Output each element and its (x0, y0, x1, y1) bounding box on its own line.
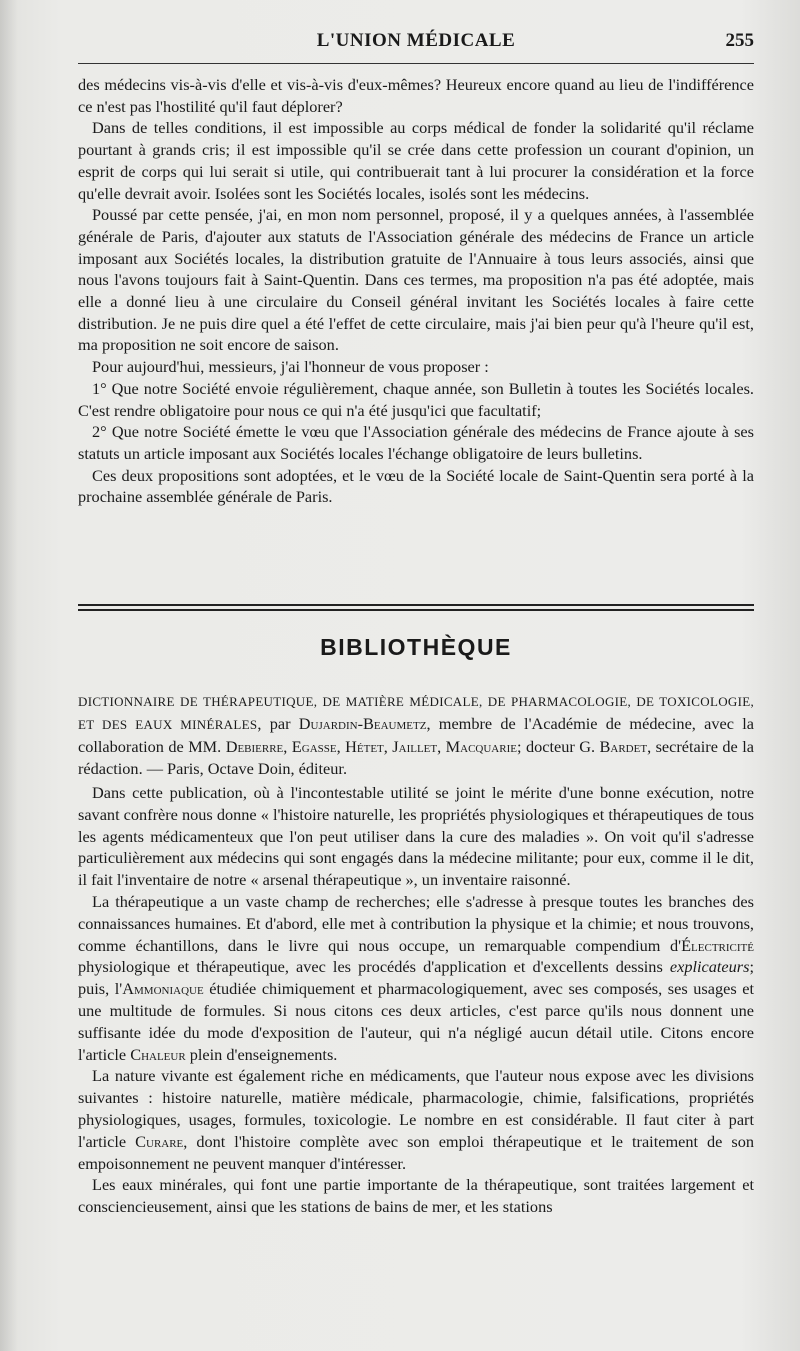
book-secretary: Bardet (599, 737, 648, 756)
paragraph: Dans de telles conditions, il est impossible au corps médical de fonder la solidarité qu'il réclame pourtant à grands cris; il est impossible qu'il se crée dans cette profession un courant d'opinion, un esprit de corps qui lui serait si utile, qui contribuerait tant à lui procurer la considération et la force qu'elle devrait avoir. Isolées sont les Sociétés locales, isolés sont les médecins. (78, 118, 754, 203)
article-name: Ammoniaque (122, 979, 204, 999)
header-rule (78, 63, 754, 64)
emphasis: explicateurs (669, 957, 750, 977)
article-name: Curare (135, 1131, 184, 1151)
numbered-item: 1° Que notre Société envoie régulièrement, chaque année, son Bulletin à toutes les Sociétés locales. C'est rendre obligatoire pour nous ce qui n'a été jusqu'ici que facultatif; (78, 378, 754, 420)
paragraph: Dans cette publication, où à l'incontestable utilité se joint le mérite d'une bonne exécution, notre savant confrère nous donne « l'histoire naturelle, les propriétés physiologiques et thérapeutiques de tous les agents médicamenteux que l'on peut utiliser dans la cure des maladies ». On voit qu'il s'adresse particulièrement aux médecins qui sont engagés dans la médecine militante; pour eux, comme il le dit, il fait l'inventaire de notre « arsenal thérapeutique », un inventaire raisonné. (78, 783, 754, 890)
bibliographic-entry (78, 690, 754, 780)
article-name: Électricité (681, 935, 754, 955)
article-name: Chaleur (130, 1044, 186, 1064)
numbered-item: 2° Que notre Société émette le vœu que l'Association générale des médecins de France ajoute à ses statuts un article imposant aux Sociétés locales l'échange obligatoire de leurs bulletins. (78, 422, 754, 463)
review-text (78, 782, 754, 1218)
book-author: Dujardin-Beaumetz (298, 714, 427, 733)
bib-text: , par (257, 714, 299, 733)
book-title: DICTIONNAIRE DE THÉRAPEUTIQUE, DE MATIÈRE MÉDICALE, DE PHARMACOLOGIE, DE TOXICOLOGIE, ET DES EAUX MINÉRALES (78, 694, 754, 732)
paragraph: Pour aujourd'hui, messieurs, j'ai l'honneur de vous proposer : (92, 357, 489, 377)
book-collaborators: Debierre, Egasse, Hétet, Jaillet, Macquarie (225, 737, 517, 756)
text: plein d'enseignements. (185, 1044, 338, 1064)
text: La thérapeutique a un vaste champ de recherches; elle s'adresse à presque toutes les branches des connaissances humaines. Et d'abord, elle met à contribution la physique et la chimie; et nous trouvons, comme échantillons, dans le livre qui nous occupe, un remarquable compendium d' (78, 891, 754, 955)
section-title: BIBLIOTHÈQUE (320, 634, 512, 660)
paragraph: Les eaux minérales, qui font une partie importante de la thérapeutique, sont traitées largement et consciencieusement, ainsi que les stations de bains de mer, et les stations (78, 1175, 754, 1217)
page-header (78, 30, 754, 60)
paragraph (78, 1065, 754, 1174)
paragraph: Poussé par cette pensée, j'ai, en mon nom personnel, proposé, il y a quelques années, à l'assemblée générale de Paris, d'ajouter aux statuts de l'Association générale des médecins de France un article imposant aux Sociétés locales, la distribution gratuite de l'Annuaire à tous leurs associés, ainsi que nous l'avons toujours fait à Saint-Quentin. Dans ces termes, ma proposition n'a pas été adoptée, mais elle a donné lieu à une circulaire du Conseil général invitant les Sociétés locales à faire cette distribution. Je ne puis dire quel a été l'effet de cette circulaire, mais j'ai bien peur qu'à l'heure qu'il est, ma proposition ne soit encore de saison. (78, 205, 754, 355)
text: physiologique et thérapeutique, avec les procédés d'application et d'excellents dessins (78, 957, 670, 977)
paragraph: des médecins vis-à-vis d'elle et vis-à-vis d'eux-mêmes? Heureux encore quand au lieu de l'indifférence ce n'est pas l'hostilité qu'il faut déplorer? (78, 75, 754, 116)
running-title: L'UNION MÉDICALE (316, 30, 516, 51)
text: étudiée chimiquement et pharmacologiquement, avec ses composés, ses usages et une multitude de formules. Si nous citons ces deux articles, c'est parce qu'ils nous donnent une suffisante idée du mode d'exposition de l'auteur, qui n'a négligé aucun détail utile. Citons encore l'article (78, 979, 754, 1064)
bib-text: , secrétaire de la rédaction. — Paris, Octave Doin, éditeur. (78, 737, 754, 778)
paragraph (78, 891, 754, 1065)
bib-text: ; docteur G. (516, 737, 600, 756)
text: La nature vivante est également riche en médicaments, que l'auteur nous expose avec les divisions suivantes : histoire naturelle, matière médicale, pharmacologie, chimie, falsifications, propriétés physiologiques, usages, formules, toxicologie. Le nombre en est considérable. Il faut citer à part l'article (78, 1066, 754, 1151)
text: ; puis, l' (78, 957, 754, 999)
section-divider (78, 604, 754, 611)
text: , dont l'histoire complète avec son emploi thérapeutique et le traitement de son empoisonnement ne peuvent manquer d'intéresser. (78, 1131, 754, 1173)
top-text (78, 74, 754, 508)
bib-text: , membre de l'Académie de médecine, avec la collaboration de MM. (78, 714, 754, 756)
paragraph: Ces deux propositions sont adoptées, et le vœu de la Société locale de Saint-Quentin sera porté à la prochaine assemblée générale de Paris. (78, 465, 754, 507)
page-number: 255 (725, 30, 754, 51)
